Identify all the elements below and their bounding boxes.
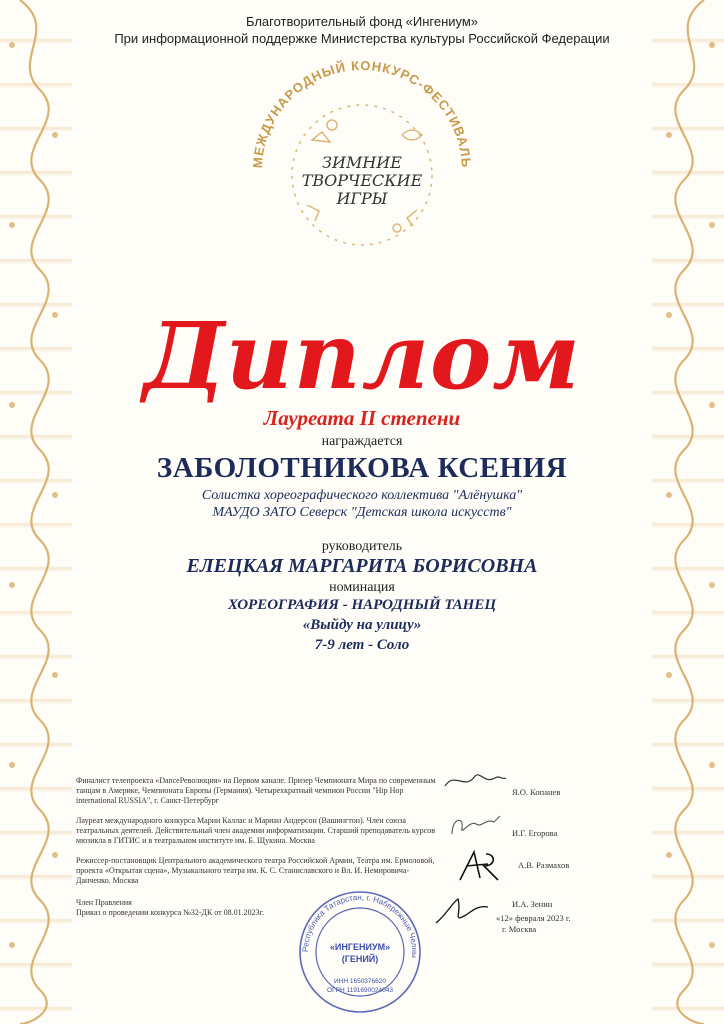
recipient-name: ЗАБОЛОТНИКОВА КСЕНИЯ	[156, 452, 568, 484]
ministry-support-line: При информационной поддержке Министерства культуры Российской Федерации	[114, 31, 610, 46]
emblem-line-2: ТВОРЧЕСКИЕ	[301, 171, 423, 190]
jury-member-3-bio: Режиссер-постановщик Центрального академического театра Российской Армии, Театра им. Ермоловой, проекта «Открытая сцена», Музыкального театра им. К. С. Станиславского и Вл. И. Немировича-Данченко. Москва	[76, 856, 435, 885]
nomination-label: номинация	[329, 580, 395, 595]
jury-member-2-bio: Лауреат международного конкурса Марии Каллас и Мариан Андерсон (Вашингтон). Член союза театральных деятелей. Действительный член академии информатизации. Старший преподаватель курсов мюзикла в ГИТИС и в театральном институте им. Б. Щукина. Москва	[76, 816, 435, 845]
issue-city: г. Москва	[502, 924, 537, 934]
leader-name: ЕЛЕЦКАЯ МАРГАРИТА БОРИСОВНА	[186, 555, 538, 577]
jury-member-1-bio: Финалист телепроекта «DanceРеволюция» на Первом канале. Призер Чемпионата Мира по современным танцам в Америке, Чемпионата Европы (Германия). Четырехкратный чемпион России "Hip Hop international RUSSIA", г. Санкт-Петербург	[76, 776, 436, 805]
nomination-name: ХОРЕОГРАФИЯ - НАРОДНЫЙ ТАНЕЦ	[227, 597, 496, 613]
organization-stamp	[290, 890, 430, 1014]
signature-2	[446, 810, 506, 840]
laureate-degree: Лауреата II степени	[263, 406, 461, 430]
jury-member-2-signer: И.Г. Егорова	[512, 828, 558, 838]
issue-date: «12» февраля 2023 г.	[496, 913, 571, 923]
stamp-center-line-1: «ИНГЕНИУМ»	[329, 942, 391, 952]
recipient-description-line-1: Солистка хореографического коллектива "Алёнушка"	[201, 488, 523, 503]
emblem-line-1: ЗИМНИЕ	[322, 153, 402, 172]
svg-text:МЕЖДУНАРОДНЫЙ КОНКУРС-ФЕСТИВАЛ	[250, 58, 474, 169]
stamp-ogrn: ОГРН 1191690024043	[327, 987, 393, 994]
organization-name: Благотворительный фонд «Ингениум»	[245, 14, 479, 29]
age-category: 7-9 лет - Соло	[314, 637, 410, 653]
jury-member-3-signer: А.В. Размахов	[518, 860, 570, 870]
festival-emblem	[232, 50, 492, 250]
signature-3	[456, 848, 502, 884]
signature-4	[432, 893, 492, 929]
stamp-center-line-2: (ГЕНИЙ)	[341, 954, 379, 964]
performance-title: «Выйду на улицу»	[302, 617, 422, 633]
board-signer: И.А. Зенин	[512, 899, 553, 909]
signature-1	[440, 766, 510, 794]
emblem-line-3: ИГРЫ	[336, 189, 388, 208]
competition-order: Приказ о проведении конкурса №32-ДК от 08.01.2023г.	[76, 908, 265, 917]
emblem-arc-text: МЕЖДУНАРОДНЫЙ КОНКУРС-ФЕСТИВАЛЬ	[249, 57, 475, 169]
diploma-title: Диплом	[143, 302, 581, 410]
awarded-label: награждается	[321, 434, 403, 449]
recipient-description-line-2: МАУДО ЗАТО Северск "Детская школа искусств"	[212, 505, 512, 520]
stamp-ring-text: Республика Татарстан, г. Набережные Челны	[300, 892, 420, 959]
stamp-inn: ИНН 1650376620	[333, 978, 387, 985]
jury-member-1-signer: Я.О. Копанев	[512, 787, 561, 797]
leader-label: руководитель	[321, 539, 403, 554]
board-member-label: Член Правления	[76, 898, 132, 907]
